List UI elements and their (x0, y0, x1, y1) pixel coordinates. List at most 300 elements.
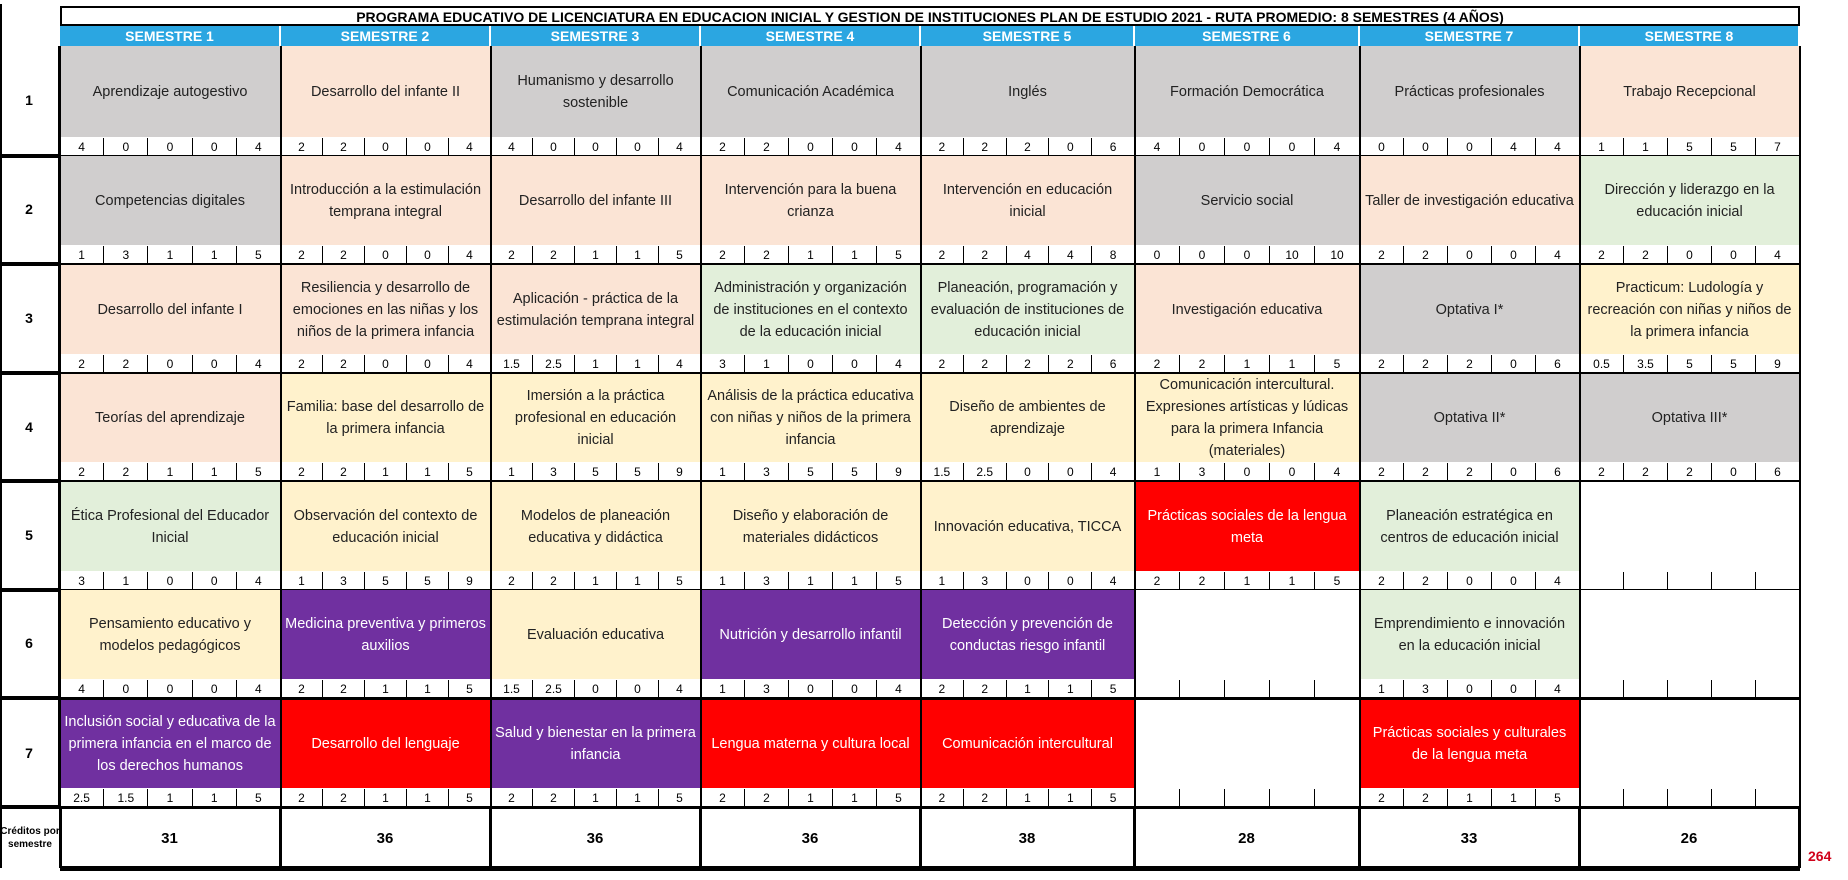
credit-value: 0.5 (1580, 355, 1624, 373)
credit-value: 2 (1007, 138, 1050, 156)
credit-value: 2 (964, 789, 1007, 807)
column-divider (1359, 46, 1361, 868)
credit-value: 10 (1270, 246, 1315, 264)
credit-value: 2 (964, 138, 1007, 156)
course-cell: Inclusión social y educativa de la primera infancia en el marco de los derechos humanos (60, 700, 281, 789)
credit-value: 1 (104, 572, 148, 590)
credit-value (1580, 680, 1624, 698)
credit-value: 3 (745, 572, 789, 590)
credit-value: 5 (1315, 355, 1360, 373)
credit-value: 4 (1536, 138, 1580, 156)
credit-value: 1 (148, 246, 192, 264)
course-cell: Pensamiento educativo y modelos pedagógicos (60, 590, 281, 680)
credit-value: 4 (449, 355, 491, 373)
credit-value: 1 (148, 463, 192, 481)
empty-course-cell (1580, 590, 1800, 680)
credit-value: 0 (1668, 246, 1712, 264)
credit-value: 0 (1225, 463, 1270, 481)
credit-value: 9 (659, 463, 701, 481)
credit-value: 4 (449, 138, 491, 156)
course-cell: Comunicación Académica (701, 46, 921, 138)
credit-value: 1 (1007, 680, 1050, 698)
credit-value: 0 (1492, 572, 1536, 590)
credit-value (1580, 789, 1624, 807)
bottom-border (60, 868, 1800, 871)
credit-value: 0 (833, 680, 877, 698)
credit-value: 3 (60, 572, 104, 590)
credit-value: 2.5 (533, 355, 575, 373)
credit-value: 1 (491, 463, 533, 481)
credit-value: 1 (1492, 789, 1536, 807)
credit-value: 1 (1624, 138, 1668, 156)
credit-value: 0 (1270, 138, 1315, 156)
credit-value: 2 (1404, 789, 1448, 807)
credit-value: 4 (1092, 572, 1135, 590)
course-cell: Modelos de planeación educativa y didáctica (491, 482, 701, 572)
credit-value: 0 (1049, 572, 1092, 590)
credit-value: 2 (1135, 355, 1180, 373)
credit-value: 4 (1315, 138, 1360, 156)
credit-value: 0 (1448, 680, 1492, 698)
credit-value: 0 (365, 246, 407, 264)
course-cell: Diseño de ambientes de aprendizaje (921, 374, 1135, 463)
credit-value (1225, 789, 1270, 807)
row-number: 6 (0, 590, 60, 698)
credit-value: 4 (877, 138, 921, 156)
credit-value (1756, 789, 1800, 807)
credit-value (1225, 680, 1270, 698)
credit-value: 5 (449, 789, 491, 807)
credit-value: 1 (148, 789, 192, 807)
credit-value: 2 (1624, 463, 1668, 481)
credit-value: 2 (701, 246, 745, 264)
course-cell: Optativa II* (1360, 374, 1580, 463)
course-cell: Planeación, programación y evaluación de instituciones de educación inicial (921, 265, 1135, 355)
credit-value (1624, 680, 1668, 698)
credit-value: 2 (921, 355, 964, 373)
course-cell: Análisis de la práctica educativa con niñas y niños de la primera infancia (701, 374, 921, 463)
course-cell: Inglés (921, 46, 1135, 138)
grand-total: 264 (1808, 848, 1832, 864)
credit-value: 4 (1756, 246, 1800, 264)
credit-value: 5 (877, 572, 921, 590)
credit-value: 0 (617, 680, 659, 698)
credit-value: 0 (1448, 246, 1492, 264)
column-divider (490, 46, 492, 868)
course-cell: Observación del contexto de educación inicial (281, 482, 491, 572)
row-number: 4 (0, 374, 60, 481)
credit-value (1668, 572, 1712, 590)
credit-value: 1 (1049, 680, 1092, 698)
credit-value: 0 (1404, 138, 1448, 156)
credit-value: 2 (104, 355, 148, 373)
credit-value: 2 (1360, 246, 1404, 264)
credit-value: 5 (237, 789, 281, 807)
credit-value: 1 (575, 246, 617, 264)
semester-header: SEMESTRE 7 (1360, 26, 1580, 46)
credit-value: 0 (1270, 463, 1315, 481)
credit-value: 2 (1404, 355, 1448, 373)
semester-header: SEMESTRE 8 (1580, 26, 1800, 46)
credit-value (1180, 680, 1225, 698)
credit-value: 5 (365, 572, 407, 590)
credit-value: 2 (1580, 246, 1624, 264)
credit-value: 0 (1448, 138, 1492, 156)
credit-value: 3 (964, 572, 1007, 590)
credit-value: 2 (281, 680, 323, 698)
credit-value: 6 (1536, 463, 1580, 481)
credit-value: 0 (1712, 246, 1756, 264)
credit-value: 5 (833, 463, 877, 481)
credit-value: 5 (237, 463, 281, 481)
course-cell: Desarrollo del infante II (281, 46, 491, 138)
course-cell: Nutrición y desarrollo infantil (701, 590, 921, 680)
course-cell: Optativa I* (1360, 265, 1580, 355)
credit-value: 2 (1180, 572, 1225, 590)
credit-value: 1 (1270, 355, 1315, 373)
credit-value: 2.5 (60, 789, 104, 807)
credit-value: 2 (921, 789, 964, 807)
semester-header: SEMESTRE 1 (60, 26, 281, 46)
totals-label: Créditos por semestre (0, 826, 60, 850)
credit-value: 2 (60, 463, 104, 481)
credit-value: 5 (1712, 138, 1756, 156)
course-cell: Familia: base del desarrollo de la primera infancia (281, 374, 491, 463)
credit-value: 2 (1404, 246, 1448, 264)
credit-value: 1 (1135, 463, 1180, 481)
credit-value: 2 (1360, 355, 1404, 373)
credit-value: 7 (1756, 138, 1800, 156)
credit-value: 1 (365, 789, 407, 807)
semester-total: 36 (701, 808, 921, 868)
course-cell: Comunicación intercultural. Expresiones artísticas y lúdicas para la primera Infancia (materiales) (1135, 374, 1360, 463)
credit-value: 1 (365, 680, 407, 698)
credit-value: 1 (833, 789, 877, 807)
credit-value: 0 (365, 138, 407, 156)
credit-value: 8 (1092, 246, 1135, 264)
credit-value: 0 (1180, 246, 1225, 264)
credit-value: 3 (1404, 680, 1448, 698)
column-divider (1799, 46, 1801, 868)
credit-value: 0 (1049, 463, 1092, 481)
course-cell: Resiliencia y desarrollo de emociones en las niñas y los niños de la primera infancia (281, 265, 491, 355)
credit-value: 2 (1624, 246, 1668, 264)
credit-value: 1 (407, 463, 449, 481)
credit-value: 2 (1404, 572, 1448, 590)
credit-value: 2 (533, 246, 575, 264)
semester-total: 36 (491, 808, 701, 868)
credit-value: 1 (1448, 789, 1492, 807)
course-cell: Formación Democrática (1135, 46, 1360, 138)
column-divider (1579, 46, 1581, 868)
credit-value: 1 (1225, 355, 1270, 373)
semester-total: 33 (1360, 808, 1580, 868)
credit-value: 2 (281, 246, 323, 264)
column-divider (280, 46, 282, 868)
credit-value: 2 (1360, 789, 1404, 807)
column-divider (700, 46, 702, 868)
credit-value: 4 (877, 680, 921, 698)
credit-value: 1 (833, 246, 877, 264)
credit-value: 1 (789, 789, 833, 807)
credit-value: 2 (281, 463, 323, 481)
credit-value: 2 (1007, 355, 1050, 373)
course-cell: Prácticas sociales de la lengua meta (1135, 482, 1360, 572)
credit-value: 2 (964, 680, 1007, 698)
credit-value: 6 (1092, 355, 1135, 373)
credit-value: 4 (659, 138, 701, 156)
credit-value: 4 (1492, 138, 1536, 156)
course-cell: Intervención para la buena crianza (701, 156, 921, 246)
credit-value: 2 (964, 246, 1007, 264)
row-number: 5 (0, 482, 60, 590)
credit-value: 2 (745, 789, 789, 807)
credit-value: 0 (1712, 463, 1756, 481)
credit-value: 0 (617, 138, 659, 156)
credit-value: 4 (1536, 572, 1580, 590)
empty-course-cell (1580, 482, 1800, 572)
credit-value: 6 (1092, 138, 1135, 156)
course-cell: Optativa III* (1580, 374, 1800, 463)
course-cell: Ética Profesional del Educador Inicial (60, 482, 281, 572)
credit-value (1135, 680, 1180, 698)
credit-value: 2 (491, 789, 533, 807)
semester-total: 36 (281, 808, 491, 868)
credit-value: 0 (148, 572, 192, 590)
credit-value: 5 (1092, 789, 1135, 807)
credit-value: 0 (148, 680, 192, 698)
credit-value: 5 (659, 572, 701, 590)
credit-value: 4 (449, 246, 491, 264)
credit-value: 3 (1180, 463, 1225, 481)
credit-value: 5 (1315, 572, 1360, 590)
credit-value: 3 (745, 680, 789, 698)
credit-value: 1 (365, 463, 407, 481)
course-cell: Intervención en educación inicial (921, 156, 1135, 246)
credit-value: 0 (1492, 463, 1536, 481)
credit-value: 4 (491, 138, 533, 156)
credit-value (1712, 680, 1756, 698)
credit-value: 1 (701, 463, 745, 481)
credit-value: 1 (701, 680, 745, 698)
empty-course-cell (1135, 590, 1360, 680)
credit-value: 6 (1536, 355, 1580, 373)
credit-value: 2 (701, 789, 745, 807)
credit-value: 4 (237, 680, 281, 698)
course-cell: Desarrollo del lenguaje (281, 700, 491, 789)
credit-value: 0 (407, 246, 449, 264)
credit-value: 4 (60, 680, 104, 698)
credit-value: 5 (1712, 355, 1756, 373)
credit-value: 2 (1448, 355, 1492, 373)
credit-value: 0 (1225, 138, 1270, 156)
credit-value (1315, 680, 1360, 698)
credit-value: 1 (407, 680, 449, 698)
credit-value: 2 (745, 246, 789, 264)
column-divider (920, 46, 922, 868)
credit-value: 3 (533, 463, 575, 481)
credit-value: 5 (659, 246, 701, 264)
course-cell: Emprendimiento e innovación en la educación inicial (1360, 590, 1580, 680)
credit-value: 1 (789, 572, 833, 590)
credit-value: 1 (617, 789, 659, 807)
credit-value: 1 (1360, 680, 1404, 698)
credit-value: 0 (833, 355, 877, 373)
credit-value: 4 (659, 355, 701, 373)
credit-value: 0 (833, 138, 877, 156)
credit-value: 1 (193, 789, 237, 807)
credit-value: 5 (1668, 138, 1712, 156)
course-cell: Comunicación intercultural (921, 700, 1135, 789)
credit-value: 2 (323, 680, 365, 698)
credit-value: 3 (323, 572, 365, 590)
credit-value: 2 (964, 355, 1007, 373)
credit-value: 4 (1536, 246, 1580, 264)
credit-value: 4 (1135, 138, 1180, 156)
credit-value: 1 (407, 789, 449, 807)
credit-value: 0 (789, 138, 833, 156)
credit-value: 1.5 (491, 680, 533, 698)
credit-value: 4 (1092, 463, 1135, 481)
course-cell: Innovación educativa, TICCA (921, 482, 1135, 572)
course-cell: Planeación estratégica en centros de educación inicial (1360, 482, 1580, 572)
course-cell: Competencias digitales (60, 156, 281, 246)
credit-value (1180, 789, 1225, 807)
semester-header: SEMESTRE 6 (1135, 26, 1360, 46)
credit-value (1580, 572, 1624, 590)
credit-value: 4 (237, 355, 281, 373)
course-cell: Salud y bienestar en la primera infancia (491, 700, 701, 789)
row-number: 3 (0, 265, 60, 373)
credit-value: 2 (745, 138, 789, 156)
credit-value: 4 (1315, 463, 1360, 481)
credit-value: 5 (575, 463, 617, 481)
course-cell: Introducción a la estimulación temprana integral (281, 156, 491, 246)
credit-value: 0 (104, 680, 148, 698)
credit-value: 5 (1668, 355, 1712, 373)
credit-value: 4 (1536, 680, 1580, 698)
credit-value: 1 (1225, 572, 1270, 590)
course-cell: Prácticas profesionales (1360, 46, 1580, 138)
column-divider (1134, 46, 1136, 868)
credit-value: 1 (617, 246, 659, 264)
credit-value: 1 (1049, 789, 1092, 807)
credit-value: 2 (281, 138, 323, 156)
credit-value: 5 (237, 246, 281, 264)
course-cell: Prácticas sociales y culturales de la lengua meta (1360, 700, 1580, 789)
credit-value (1135, 789, 1180, 807)
row-number: 7 (0, 700, 60, 807)
credit-value: 1 (701, 572, 745, 590)
credit-value: 10 (1315, 246, 1360, 264)
credit-value: 1 (833, 572, 877, 590)
credit-value: 2 (1580, 463, 1624, 481)
credit-value: 4 (659, 680, 701, 698)
row-number: 2 (0, 156, 60, 264)
credit-value: 0 (365, 355, 407, 373)
credit-value: 0 (193, 572, 237, 590)
credit-value: 0 (148, 138, 192, 156)
credit-value: 2 (491, 572, 533, 590)
credit-value: 5 (877, 789, 921, 807)
credit-value: 1 (193, 463, 237, 481)
credit-value (1712, 789, 1756, 807)
credit-value: 1 (921, 572, 964, 590)
credit-value: 0 (1049, 138, 1092, 156)
credit-value: 0 (789, 355, 833, 373)
credit-value: 0 (193, 680, 237, 698)
credit-value: 4 (1007, 246, 1050, 264)
credit-value (1270, 789, 1315, 807)
column-divider (59, 46, 61, 868)
credit-value: 1 (1270, 572, 1315, 590)
credit-value (1712, 572, 1756, 590)
credit-value: 2 (1180, 355, 1225, 373)
credit-value: 5 (407, 572, 449, 590)
credit-value: 1 (193, 246, 237, 264)
credit-value: 0 (104, 138, 148, 156)
credit-value: 3 (104, 246, 148, 264)
course-cell: Taller de investigación educativa (1360, 156, 1580, 246)
credit-value: 2 (533, 572, 575, 590)
course-cell: Diseño y elaboración de materiales didácticos (701, 482, 921, 572)
credit-value: 2 (281, 789, 323, 807)
credit-value: 1 (281, 572, 323, 590)
credit-value (1668, 789, 1712, 807)
credit-value: 1 (1580, 138, 1624, 156)
credit-value (1668, 680, 1712, 698)
credit-value: 9 (1756, 355, 1800, 373)
row-number: 1 (0, 46, 60, 156)
credit-value: 9 (877, 463, 921, 481)
credit-value: 0 (1007, 572, 1050, 590)
course-cell: Servicio social (1135, 156, 1360, 246)
course-cell: Medicina preventiva y primeros auxilios (281, 590, 491, 680)
semester-total: 26 (1580, 808, 1800, 868)
semester-total: 31 (60, 808, 281, 868)
course-cell: Imersión a la práctica profesional en educación inicial (491, 374, 701, 463)
credit-value: 2 (1360, 572, 1404, 590)
credit-value: 3.5 (1624, 355, 1668, 373)
credit-value: 0 (533, 138, 575, 156)
credit-value: 0 (1135, 246, 1180, 264)
credit-value: 4 (237, 138, 281, 156)
credit-value: 0 (575, 138, 617, 156)
credit-value (1624, 789, 1668, 807)
credit-value: 5 (789, 463, 833, 481)
credit-value (1624, 572, 1668, 590)
credit-value: 0 (193, 355, 237, 373)
course-cell: Desarrollo del infante III (491, 156, 701, 246)
credit-value: 2 (1135, 572, 1180, 590)
empty-course-cell (1135, 700, 1360, 789)
semester-header: SEMESTRE 3 (491, 26, 701, 46)
credit-value: 0 (407, 355, 449, 373)
credit-value: 2 (323, 463, 365, 481)
credit-value (1270, 680, 1315, 698)
credit-value: 2 (104, 463, 148, 481)
semester-header: SEMESTRE 2 (281, 26, 491, 46)
credit-value: 2 (1049, 355, 1092, 373)
course-cell: Dirección y liderazgo en la educación inicial (1580, 156, 1800, 246)
credit-value: 2 (701, 138, 745, 156)
credit-value: 2 (491, 246, 533, 264)
course-cell: Evaluación educativa (491, 590, 701, 680)
credit-value: 3 (745, 463, 789, 481)
credit-value: 0 (407, 138, 449, 156)
credit-value: 2 (921, 138, 964, 156)
empty-course-cell (1580, 700, 1800, 789)
